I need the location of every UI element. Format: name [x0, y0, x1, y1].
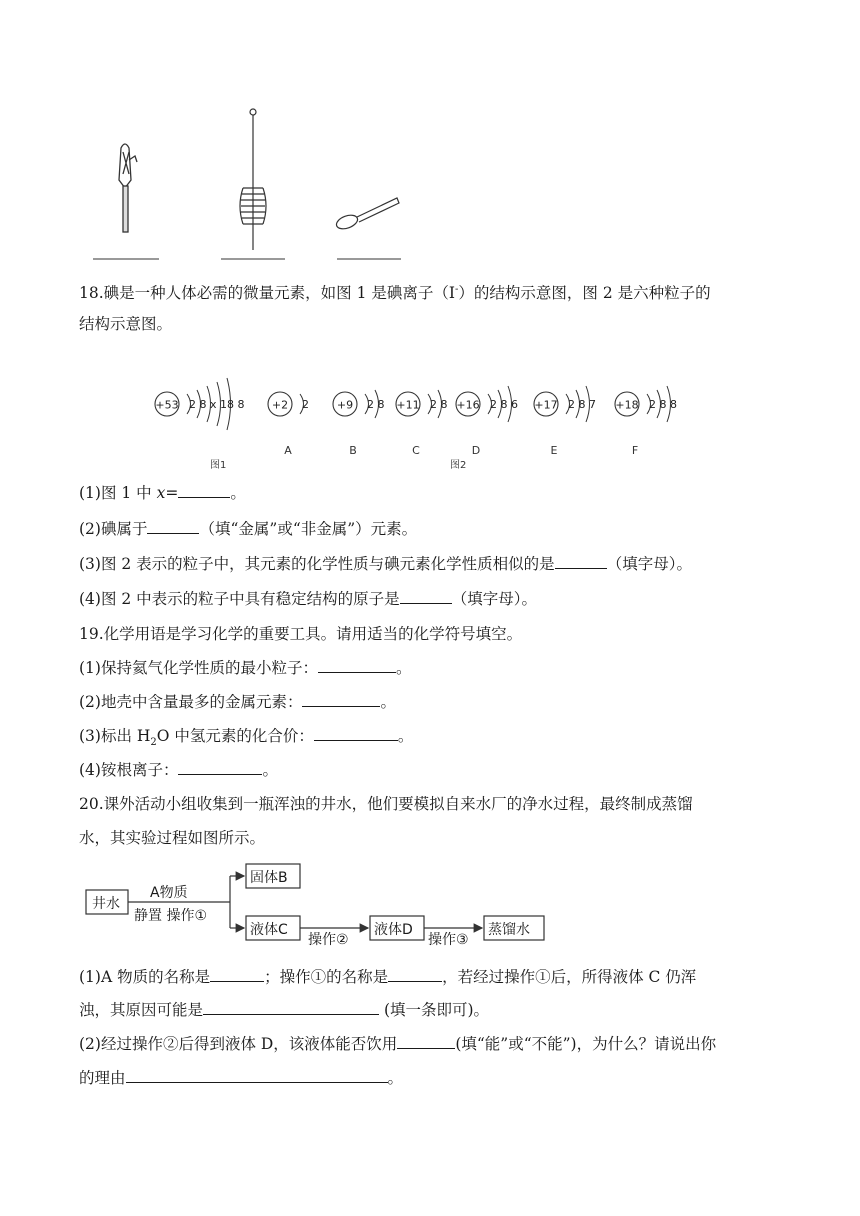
nucleus-charge: +16 [456, 398, 480, 412]
flow-liquid-d: 液体D [374, 922, 413, 938]
shell-electrons: 2 8 7 [568, 398, 596, 411]
q18-sub1-eq: = [165, 484, 179, 502]
q18-sub4-hint: （填字母）。 [451, 590, 537, 608]
q20-sub1-line2 [79, 998, 489, 1022]
q18-sub2-hint: （填“金属”或“非金属”）元素。 [199, 520, 418, 538]
q20-sub1-text-d: 浊，其原因可能是 [79, 1001, 204, 1019]
q19-sub3-end: 。 [397, 727, 414, 745]
shell-electrons: 2 [302, 398, 309, 411]
shell-electrons: 2 8 6 [490, 398, 518, 411]
q18-line2: 结构示意图。 [79, 315, 173, 333]
fig1-label: 图1 [210, 460, 227, 470]
answer-blank[interactable] [302, 690, 380, 707]
fig2-label: 图2 [450, 460, 467, 470]
q19-sub3-text-b: O 中氢元素的化合价： [156, 727, 314, 745]
particle-letter: C [412, 444, 420, 457]
flow-a-substance: A物质 [150, 885, 188, 901]
q18-sub2-text: (2)碘属于 [79, 520, 148, 538]
q19-sub1 [79, 656, 411, 680]
nucleus-charge: +2 [271, 398, 289, 412]
q18-sub1-text: (1)图 1 中 [79, 484, 157, 502]
q20-sub2-hint: (填“能”或“不能”)，为什么？请说出你 [455, 1035, 717, 1053]
answer-blank[interactable] [126, 1066, 388, 1083]
answer-blank[interactable] [210, 965, 264, 982]
nucleus-charge: +17 [534, 398, 558, 412]
q19-sub3-text: (3)标出 H [79, 727, 151, 745]
q18-sub1-end: 。 [230, 484, 246, 502]
q19-sub2-text: (2)地壳中含量最多的金属元素： [79, 693, 303, 711]
shell-electrons: 2 8 [367, 398, 385, 411]
water-purification-flow [84, 858, 554, 948]
q19-sub4-text: (4)铵根离子： [79, 761, 179, 779]
particle-letter: E [550, 444, 558, 457]
q19-title: 19.化学用语是学习化学的重要工具。请用适当的化学符号填空。 [79, 625, 523, 643]
q18-sub4 [79, 587, 537, 611]
water-subscript: 2 [150, 737, 157, 748]
flow-well-water: 井水 [92, 896, 120, 912]
q20-sub2-line2 [79, 1066, 403, 1090]
iodide-charge: - [455, 284, 459, 295]
particle-letter: B [349, 444, 357, 457]
q20-sub1-text-c: ，若经过操作①后，所得液体 C 仍浑 [442, 968, 697, 986]
q18-sub4-text: (4)图 2 中表示的粒子中具有稳定结构的原子是 [79, 590, 400, 608]
answer-blank[interactable] [388, 965, 442, 982]
answer-blank[interactable] [178, 481, 230, 498]
nucleus-charge: +11 [396, 398, 420, 412]
shell-electrons: 2 8 [430, 398, 448, 411]
answer-blank[interactable] [203, 998, 379, 1015]
answer-blank[interactable] [318, 656, 396, 673]
flow-solid-b: 固体B [250, 870, 288, 886]
q20-sub2-text-c: 的理由 [79, 1069, 126, 1087]
particle-letter: D [471, 444, 481, 457]
answer-blank[interactable] [397, 1032, 455, 1049]
q18-sub2 [79, 517, 417, 541]
q20-sub2-end: 。 [387, 1069, 404, 1087]
q19-sub2 [79, 690, 396, 714]
answer-blank[interactable] [400, 587, 452, 604]
answer-blank[interactable] [147, 517, 199, 534]
nucleus-charge: +18 [615, 398, 639, 412]
q20-sub1-hint: (填一条即可)。 [379, 1001, 490, 1019]
q19-sub3 [79, 724, 413, 755]
flow-op3: 操作③ [428, 932, 469, 948]
answer-blank[interactable] [555, 552, 607, 569]
q18-text-b: ）的结构示意图，图 2 是六种粒子的 [458, 284, 711, 303]
q20-sub2-text: (2)经过操作②后得到液体 D，该液体能否饮用 [79, 1035, 398, 1053]
answer-blank[interactable] [178, 758, 262, 775]
flow-settle-op1: 静置 操作① [134, 908, 208, 924]
q20-line2: 水，其实验过程如图所示。 [79, 829, 266, 847]
flow-distilled-water: 蒸馏水 [488, 922, 530, 938]
test-tube-holder-icon [119, 144, 137, 232]
atomic-structure-figure [150, 370, 710, 470]
medicine-spoon-icon [335, 198, 399, 231]
q18-var-x: x [156, 484, 166, 502]
q20-sub1-text-b: ；操作①的名称是 [264, 968, 389, 986]
q18-sub3-hint: （填字母）。 [606, 555, 692, 573]
q20-sub1-text: (1)A 物质的名称是 [79, 968, 211, 986]
shell-electrons: 2 8 8 [649, 398, 677, 411]
q18-sub1 [79, 481, 246, 505]
q19-sub4-end: 。 [262, 761, 278, 779]
q18-text-a: 18.碘是一种人体必需的微量元素，如图 1 是碘离子（I [79, 284, 455, 303]
shell-electrons: 2 8 x 18 8 [189, 398, 245, 411]
q19-sub2-end: 。 [380, 693, 396, 711]
q20-line1: 20.课外活动小组收集到一瓶浑浊的井水，他们要模拟自来水厂的净水过程，最终制成蒸馏 [79, 795, 693, 813]
q20-sub2-line1 [79, 1032, 716, 1056]
flow-op2: 操作② [308, 932, 349, 948]
lab-tools-figure [85, 100, 415, 268]
particle-letter: A [284, 444, 292, 457]
q18-sub3 [79, 552, 692, 576]
q18-line1 [79, 278, 711, 305]
flow-liquid-c: 液体C [250, 922, 288, 938]
q19-sub1-text: (1)保持氦气化学性质的最小粒子： [79, 659, 318, 677]
nucleus-charge: +9 [336, 398, 354, 412]
nucleus-charge: +53 [155, 398, 179, 412]
test-tube-brush-icon [240, 109, 266, 250]
q19-sub1-end: 。 [395, 659, 412, 677]
particle-letter: F [631, 444, 639, 457]
q18-sub3-text: (3)图 2 表示的粒子中，其元素的化学性质与碘元素化学性质相似的是 [79, 555, 555, 573]
answer-blank[interactable] [314, 724, 398, 741]
q19-sub4 [79, 758, 278, 782]
q20-sub1-line1 [79, 965, 696, 989]
